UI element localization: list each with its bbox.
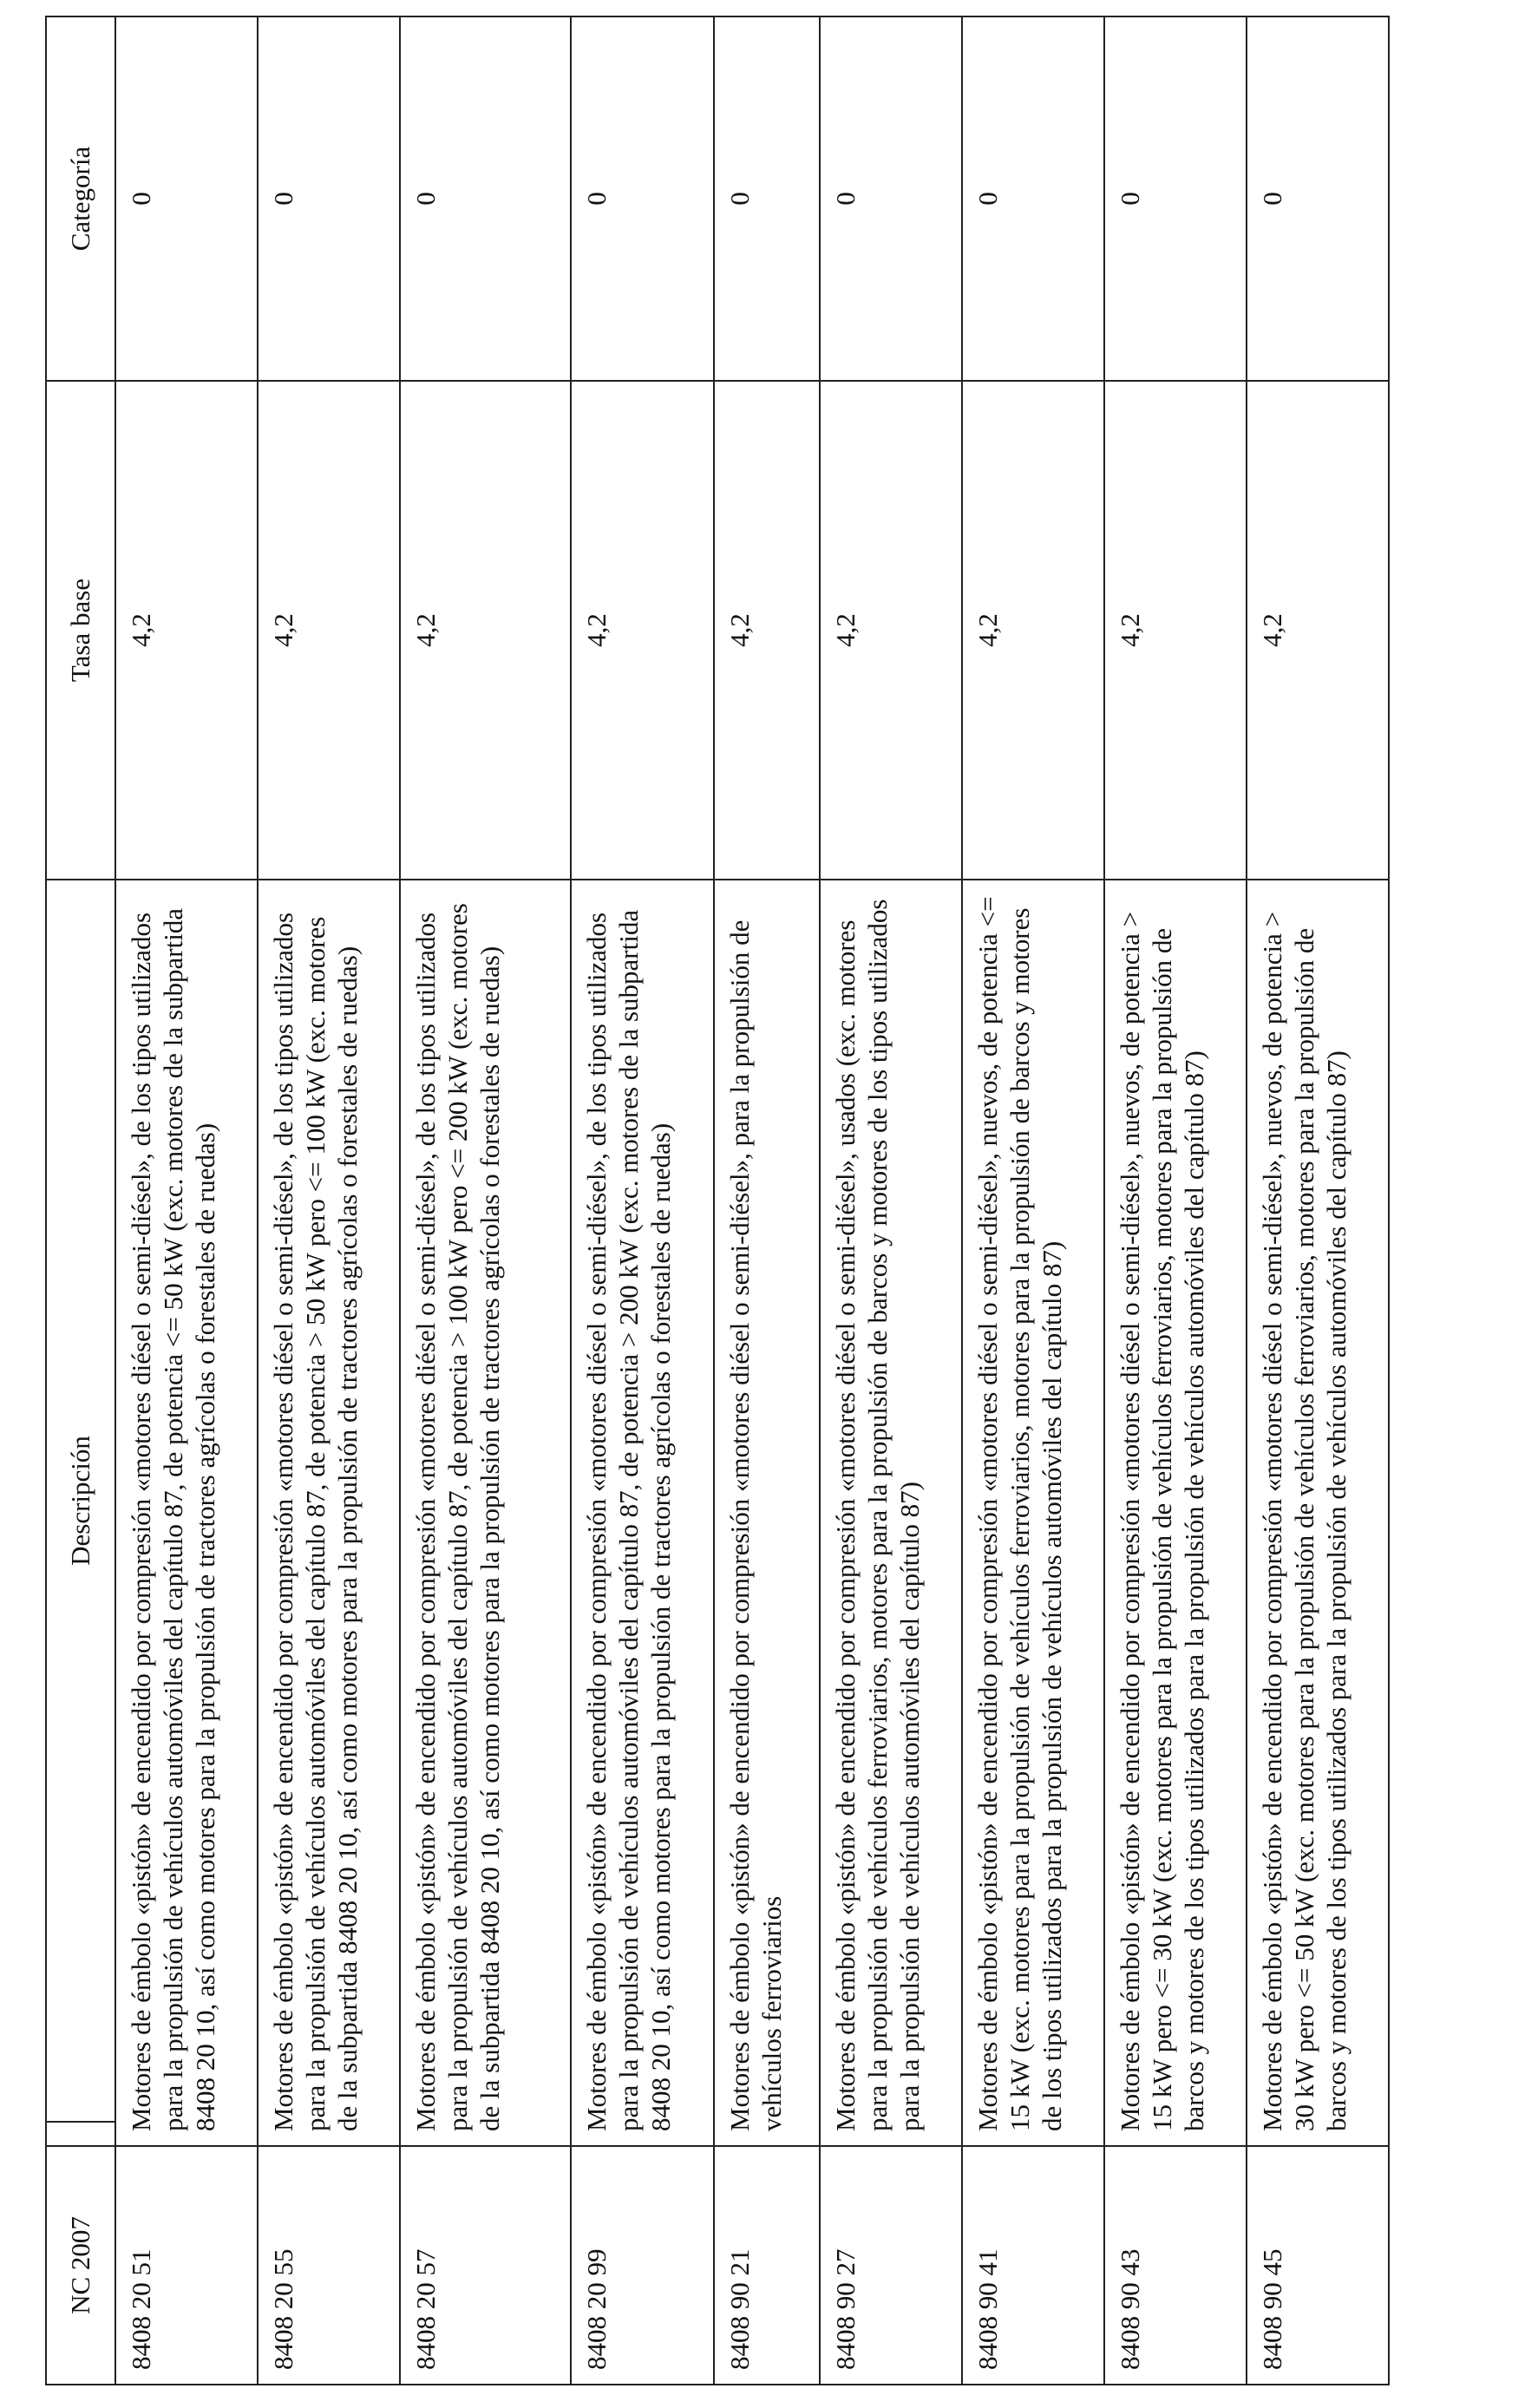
cell-category: 0 [571, 16, 714, 381]
cell-code: 8408 90 27 [820, 2146, 962, 2385]
cell-code: 8408 90 41 [962, 2146, 1104, 2385]
header-code: NC 2007 [46, 2146, 115, 2385]
tariff-table [45, 16, 1390, 2385]
cell-description: Motores de émbolo «pistón» de encendido por compresión «motores diésel o semi-diésel», de los tipos utilizados para la propulsión de vehículos automóviles del capítulo 87, de potencia > 200 kW (exc. motores de la subpartida 8408 20 10, así como motores para la propulsión de tractores agrícolas o forestales de ruedas) [571, 880, 714, 2146]
table-row [258, 16, 400, 2385]
cell-category: 0 [714, 16, 820, 381]
cell-description: Motores de émbolo «pistón» de encendido por compresión «motores diésel o semi-diésel», nuevos, de potencia <= 15 kW (exc. motores para la propulsión de vehículos ferroviarios, motores para la propulsión de barcos y motores de los tipos utilizados para la propulsión de vehículos automóviles del capítulo 87) [962, 880, 1104, 2146]
table-row [962, 16, 1104, 2385]
header-category: Categoría [46, 16, 115, 381]
header-description: Descripción [46, 880, 115, 2122]
cell-base-rate: 4,2 [400, 381, 571, 880]
cell-base-rate: 4,2 [714, 381, 820, 880]
table-row [400, 16, 571, 2385]
table-row [115, 16, 258, 2385]
header-base-rate: Tasa base [46, 381, 115, 880]
cell-base-rate: 4,2 [962, 381, 1104, 880]
cell-description: Motores de émbolo «pistón» de encendido por compresión «motores diésel o semi-diésel», de los tipos utilizados para la propulsión de vehículos automóviles del capítulo 87, de potencia > 50 kW pero <= 100 kW (exc. motores de la subpartida 8408 20 10, así como motores para la propulsión de tractores agrícolas o forestales de ruedas) [258, 880, 400, 2146]
cell-category: 0 [1104, 16, 1247, 381]
cell-description: Motores de émbolo «pistón» de encendido por compresión «motores diésel o semi-diésel», de los tipos utilizados para la propulsión de vehículos automóviles del capítulo 87, de potencia <= 50 kW (exc. motores de la subpartida 8408 20 10, así como motores para la propulsión de tractores agrícolas o forestales de ruedas) [115, 880, 258, 2146]
cell-code: 8408 90 43 [1104, 2146, 1247, 2385]
cell-base-rate: 4,2 [258, 381, 400, 880]
header-spacer [46, 2122, 115, 2146]
cell-category: 0 [962, 16, 1104, 381]
cell-code: 8408 90 45 [1247, 2146, 1389, 2385]
rotated-table-container [45, 17, 1372, 2385]
cell-description: Motores de émbolo «pistón» de encendido por compresión «motores diésel o semi-diésel», nuevos, de potencia > 30 kW pero <= 50 kW (exc. motores para la propulsión de vehículos ferroviarios, motores para la propulsión de barcos y motores de los tipos utilizados para la propulsión de vehículos automóviles del capítulo 87) [1247, 880, 1389, 2146]
cell-description: Motores de émbolo «pistón» de encendido por compresión «motores diésel o semi-diésel», nuevos, de potencia > 15 kW pero <= 30 kW (exc. motores para la propulsión de vehículos ferroviarios, motores para la propulsión de barcos y motores de los tipos utilizados para la propulsión de vehículos automóviles del capítulo 87) [1104, 880, 1247, 2146]
table-row [1247, 16, 1389, 2385]
table-row [820, 16, 962, 2385]
table-row [571, 16, 714, 2385]
cell-code: 8408 20 55 [258, 2146, 400, 2385]
cell-code: 8408 20 57 [400, 2146, 571, 2385]
cell-description: Motores de émbolo «pistón» de encendido por compresión «motores diésel o semi-diésel», de los tipos utilizados para la propulsión de vehículos automóviles del capítulo 87, de potencia > 100 kW pero <= 200 kW (exc. motores de la subpartida 8408 20 10, así como motores para la propulsión de tractores agrícolas o forestales de ruedas) [400, 880, 571, 2146]
cell-base-rate: 4,2 [571, 381, 714, 880]
cell-code: 8408 90 21 [714, 2146, 820, 2385]
table-row [1104, 16, 1247, 2385]
cell-base-rate: 4,2 [1247, 381, 1389, 880]
header-row [46, 16, 115, 2385]
cell-code: 8408 20 51 [115, 2146, 258, 2385]
cell-base-rate: 4,2 [820, 381, 962, 880]
cell-category: 0 [1247, 16, 1389, 381]
cell-category: 0 [115, 16, 258, 381]
cell-description: Motores de émbolo «pistón» de encendido por compresión «motores diésel o semi-diésel», usados (exc. motores para la propulsión de vehículos ferroviarios, motores para la propulsión de barcos y motores de los tipos utilizados para la propulsión de vehículos automóviles del capítulo 87) [820, 880, 962, 2146]
cell-base-rate: 4,2 [1104, 381, 1247, 880]
cell-description: Motores de émbolo «pistón» de encendido por compresión «motores diésel o semi-diésel», para la propulsión de vehículos ferroviarios [714, 880, 820, 2146]
cell-category: 0 [820, 16, 962, 381]
cell-category: 0 [258, 16, 400, 381]
cell-code: 8408 20 99 [571, 2146, 714, 2385]
table-row [714, 16, 820, 2385]
cell-base-rate: 4,2 [115, 381, 258, 880]
cell-category: 0 [400, 16, 571, 381]
